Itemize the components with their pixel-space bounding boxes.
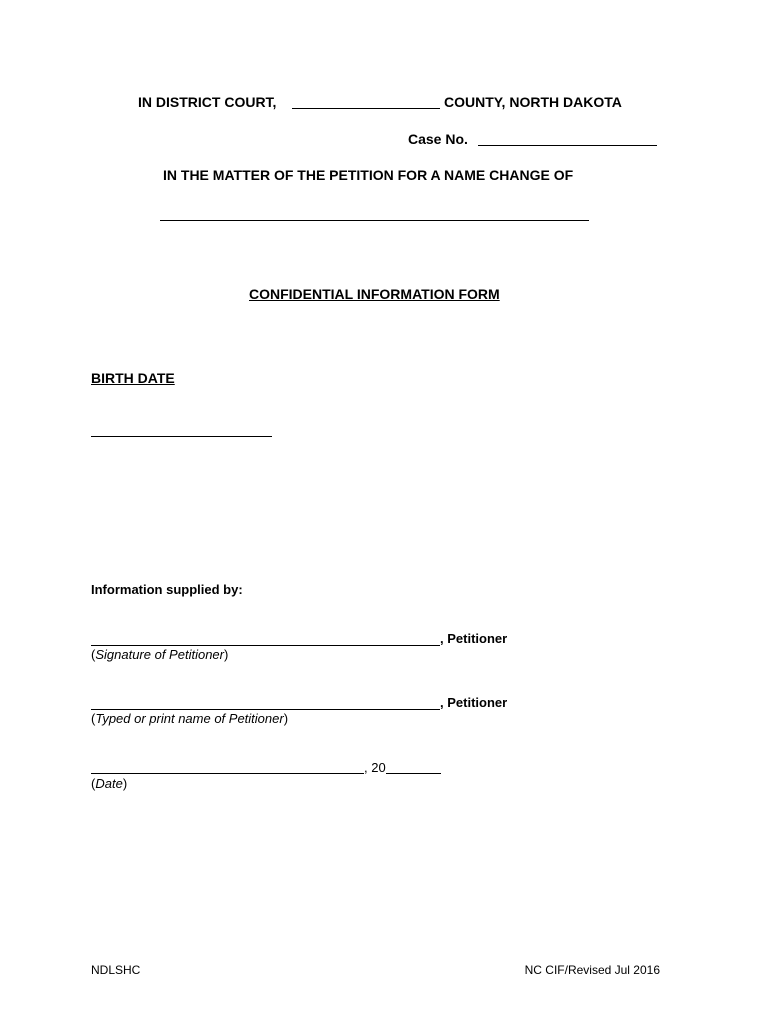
form-title: CONFIDENTIAL INFORMATION FORM xyxy=(249,286,500,302)
signature-caption-text: Signature of Petitioner xyxy=(95,647,224,662)
date-caption-close: ) xyxy=(122,776,128,791)
information-supplied-label: Information supplied by: xyxy=(91,582,243,597)
birth-date-label: BIRTH DATE xyxy=(91,370,175,386)
court-suffix: COUNTY, NORTH DAKOTA xyxy=(444,94,622,110)
date-blank-line[interactable] xyxy=(91,773,364,774)
signature-caption-open: ( xyxy=(91,647,96,662)
typed-caption-open: ( xyxy=(91,711,96,726)
case-no-blank-line[interactable] xyxy=(478,145,657,146)
birth-date-blank-line[interactable] xyxy=(91,436,272,437)
signature-caption xyxy=(91,647,228,663)
date-year-blank-line[interactable] xyxy=(386,773,441,774)
signature-caption-close: ) xyxy=(223,647,229,662)
date-caption-open: ( xyxy=(91,776,96,791)
court-heading xyxy=(138,93,276,111)
county-blank-line[interactable] xyxy=(292,108,440,109)
case-no-label: Case No. xyxy=(408,131,468,147)
signature-blank-line[interactable] xyxy=(91,645,440,646)
footer-right: NC CIF/Revised Jul 2016 xyxy=(524,963,660,977)
date-caption xyxy=(91,776,127,792)
signature-petitioner-suffix: , Petitioner xyxy=(440,631,508,646)
typed-caption-text: Typed or print name of Petitioner xyxy=(95,711,284,726)
date-year-prefix: , 20 xyxy=(364,760,386,775)
date-caption-text: Date xyxy=(95,776,123,791)
court-prefix: IN DISTRICT COURT, xyxy=(138,94,277,110)
typed-name-blank-line[interactable] xyxy=(91,709,440,710)
petitioner-name-blank-line[interactable] xyxy=(160,220,589,221)
matter-heading: IN THE MATTER OF THE PETITION FOR A NAME CHANGE OF xyxy=(163,167,574,183)
typed-caption-close: ) xyxy=(283,711,289,726)
typed-name-caption xyxy=(91,711,288,727)
footer-left: NDLSHC xyxy=(91,963,141,977)
typed-petitioner-suffix: , Petitioner xyxy=(440,695,508,710)
